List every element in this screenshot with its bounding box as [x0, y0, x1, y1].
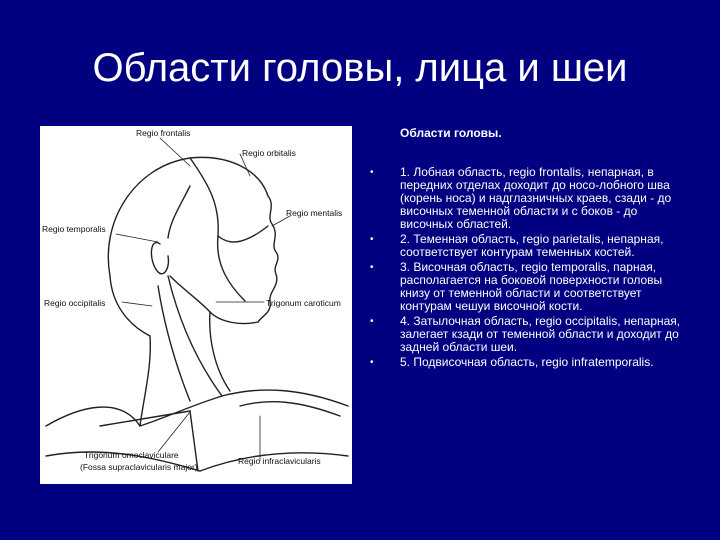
bullet-icon: •	[370, 357, 374, 368]
label-regio-infraclavicularis: Regio infraclavicularis	[238, 456, 321, 466]
label-trigonum-omoclaviculare: Trigonum omoclaviculare	[84, 450, 179, 460]
list-item	[366, 315, 686, 354]
content-heading: Области головы.	[400, 126, 502, 140]
label-regio-mentalis: Regio mentalis	[286, 208, 343, 218]
regions-list	[366, 166, 686, 371]
label-regio-orbitalis: Regio orbitalis	[242, 148, 296, 158]
slide-title: Области головы, лица и шеи	[92, 46, 628, 90]
list-item	[366, 166, 686, 231]
bullet-icon: •	[370, 262, 374, 273]
bullet-icon: •	[370, 167, 374, 178]
label-regio-occipitalis: Regio occipitalis	[44, 298, 106, 308]
list-item-text: 1. Лобная область, regio frontalis, непарная, в передних отделах доходит до носо-лобного шва (корень носа) и надглазничных краев, сзади - до височных теменной области и с боков - до височных областей.	[400, 165, 672, 231]
anatomy-figure	[40, 126, 352, 484]
bullet-icon: •	[370, 316, 374, 327]
list-item	[366, 356, 686, 369]
list-item-text: 5. Подвисочная область, regio infratemporalis.	[400, 355, 654, 369]
label-fossa-note: (Fossa supraclavicularis major)	[80, 462, 198, 472]
list-item-text: 2. Теменная область, regio parietalis, непарная, соответствует контурам теменных костей.	[400, 232, 664, 259]
label-trigonum-caroticum: Trigonum caroticum	[266, 298, 341, 308]
list-item	[366, 261, 686, 313]
list-item-text: 3. Височная область, regio temporalis, парная, располагается на боковой поверхности головы книзу от теменной области и соответствует контурам чешуи височной кости.	[400, 260, 663, 313]
bullet-icon: •	[370, 234, 374, 245]
label-regio-temporalis: Regio temporalis	[42, 224, 106, 234]
list-item	[366, 233, 686, 259]
list-item-text: 4. Затылочная область, regio occipitalis, непарная, залегает кзади от теменной области и доходит до задней области шеи.	[400, 314, 681, 354]
label-regio-frontalis: Regio frontalis	[136, 128, 191, 138]
